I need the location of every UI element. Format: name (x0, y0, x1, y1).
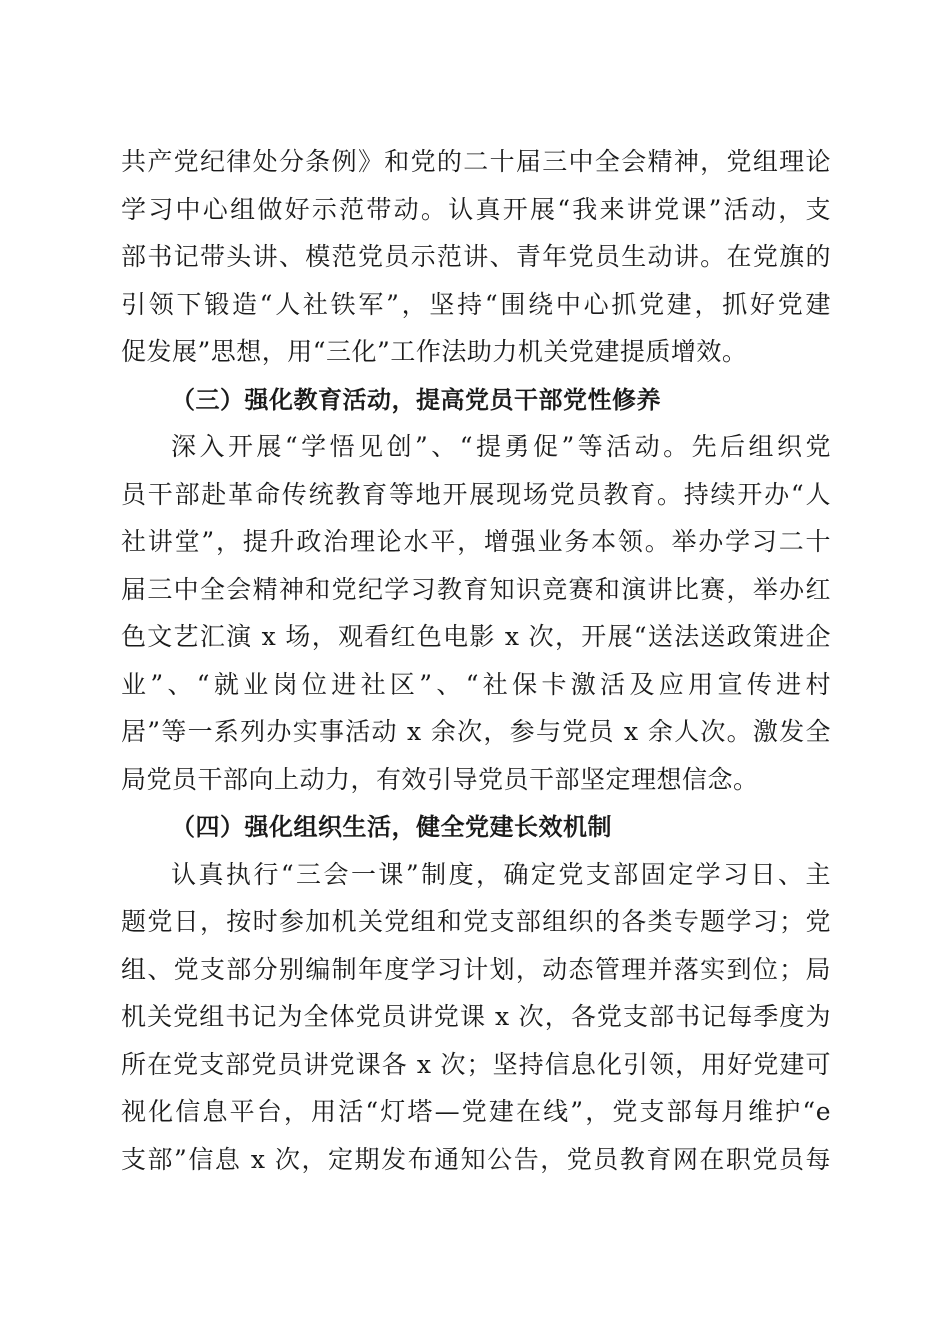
paragraph-line: 机关党组书记为全体党员讲党课 x 次，各党支部书记每季度为 (121, 1002, 831, 1031)
paragraph-line: 业”、“就业岗位进社区”、“社保卡激活及应用宣传进村 (121, 670, 831, 699)
paragraph-line: 居”等一系列办实事活动 x 余次，参与党员 x 余人次。激发全 (121, 717, 831, 746)
paragraph-line: 题党日，按时参加机关党组和党支部组织的各类专题学习；党 (121, 907, 831, 936)
paragraph-line: 学习中心组做好示范带动。认真开展“我来讲党课”活动，支 (121, 195, 831, 224)
paragraph-line: 认真执行“三会一课”制度，确定党支部固定学习日、主 (171, 860, 831, 889)
section-heading-4: （四）强化组织生活，健全党建长效机制 (171, 812, 612, 841)
paragraph-line: 社讲堂”，提升政治理论水平，增强业务本领。举办学习二十 (121, 527, 831, 556)
paragraph-line: 色文艺汇演 x 场，观看红色电影 x 次，开展“送法送政策进企 (121, 622, 831, 651)
section-heading-3: （三）强化教育活动，提高党员干部党性修养 (171, 385, 661, 414)
paragraph-line: 所在党支部党员讲党课各 x 次；坚持信息化引领，用好党建可 (121, 1050, 831, 1079)
paragraph-line: 组、党支部分别编制年度学习计划，动态管理并落实到位；局 (121, 955, 831, 984)
paragraph-line: 促发展”思想，用“三化”工作法助力机关党建提质增效。 (121, 337, 748, 366)
paragraph-line: 引领下锻造“人社铁军”，坚持“围绕中心抓党建，抓好党建 (121, 290, 831, 319)
paragraph-line: 局党员干部向上动力，有效引导党员干部坚定理想信念。 (121, 765, 759, 794)
paragraph-line: 深入开展“学悟见创”、“提勇促”等活动。先后组织党 (171, 432, 831, 461)
paragraph-line: 员干部赴革命传统教育等地开展现场党员教育。持续开办“人 (121, 480, 831, 509)
paragraph-line: 视化信息平台，用活“灯塔—党建在线”，党支部每月维护“e (121, 1097, 831, 1126)
paragraph-line: 支部”信息 x 次，定期发布通知公告，党员教育网在职党员每 (121, 1145, 831, 1174)
paragraph-line: 部书记带头讲、模范党员示范讲、青年党员生动讲。在党旗的 (121, 242, 831, 271)
paragraph-line: 届三中全会精神和党纪学习教育知识竞赛和演讲比赛，举办红 (121, 575, 831, 604)
paragraph-line: 共产党纪律处分条例》和党的二十届三中全会精神，党组理论 (121, 147, 831, 176)
